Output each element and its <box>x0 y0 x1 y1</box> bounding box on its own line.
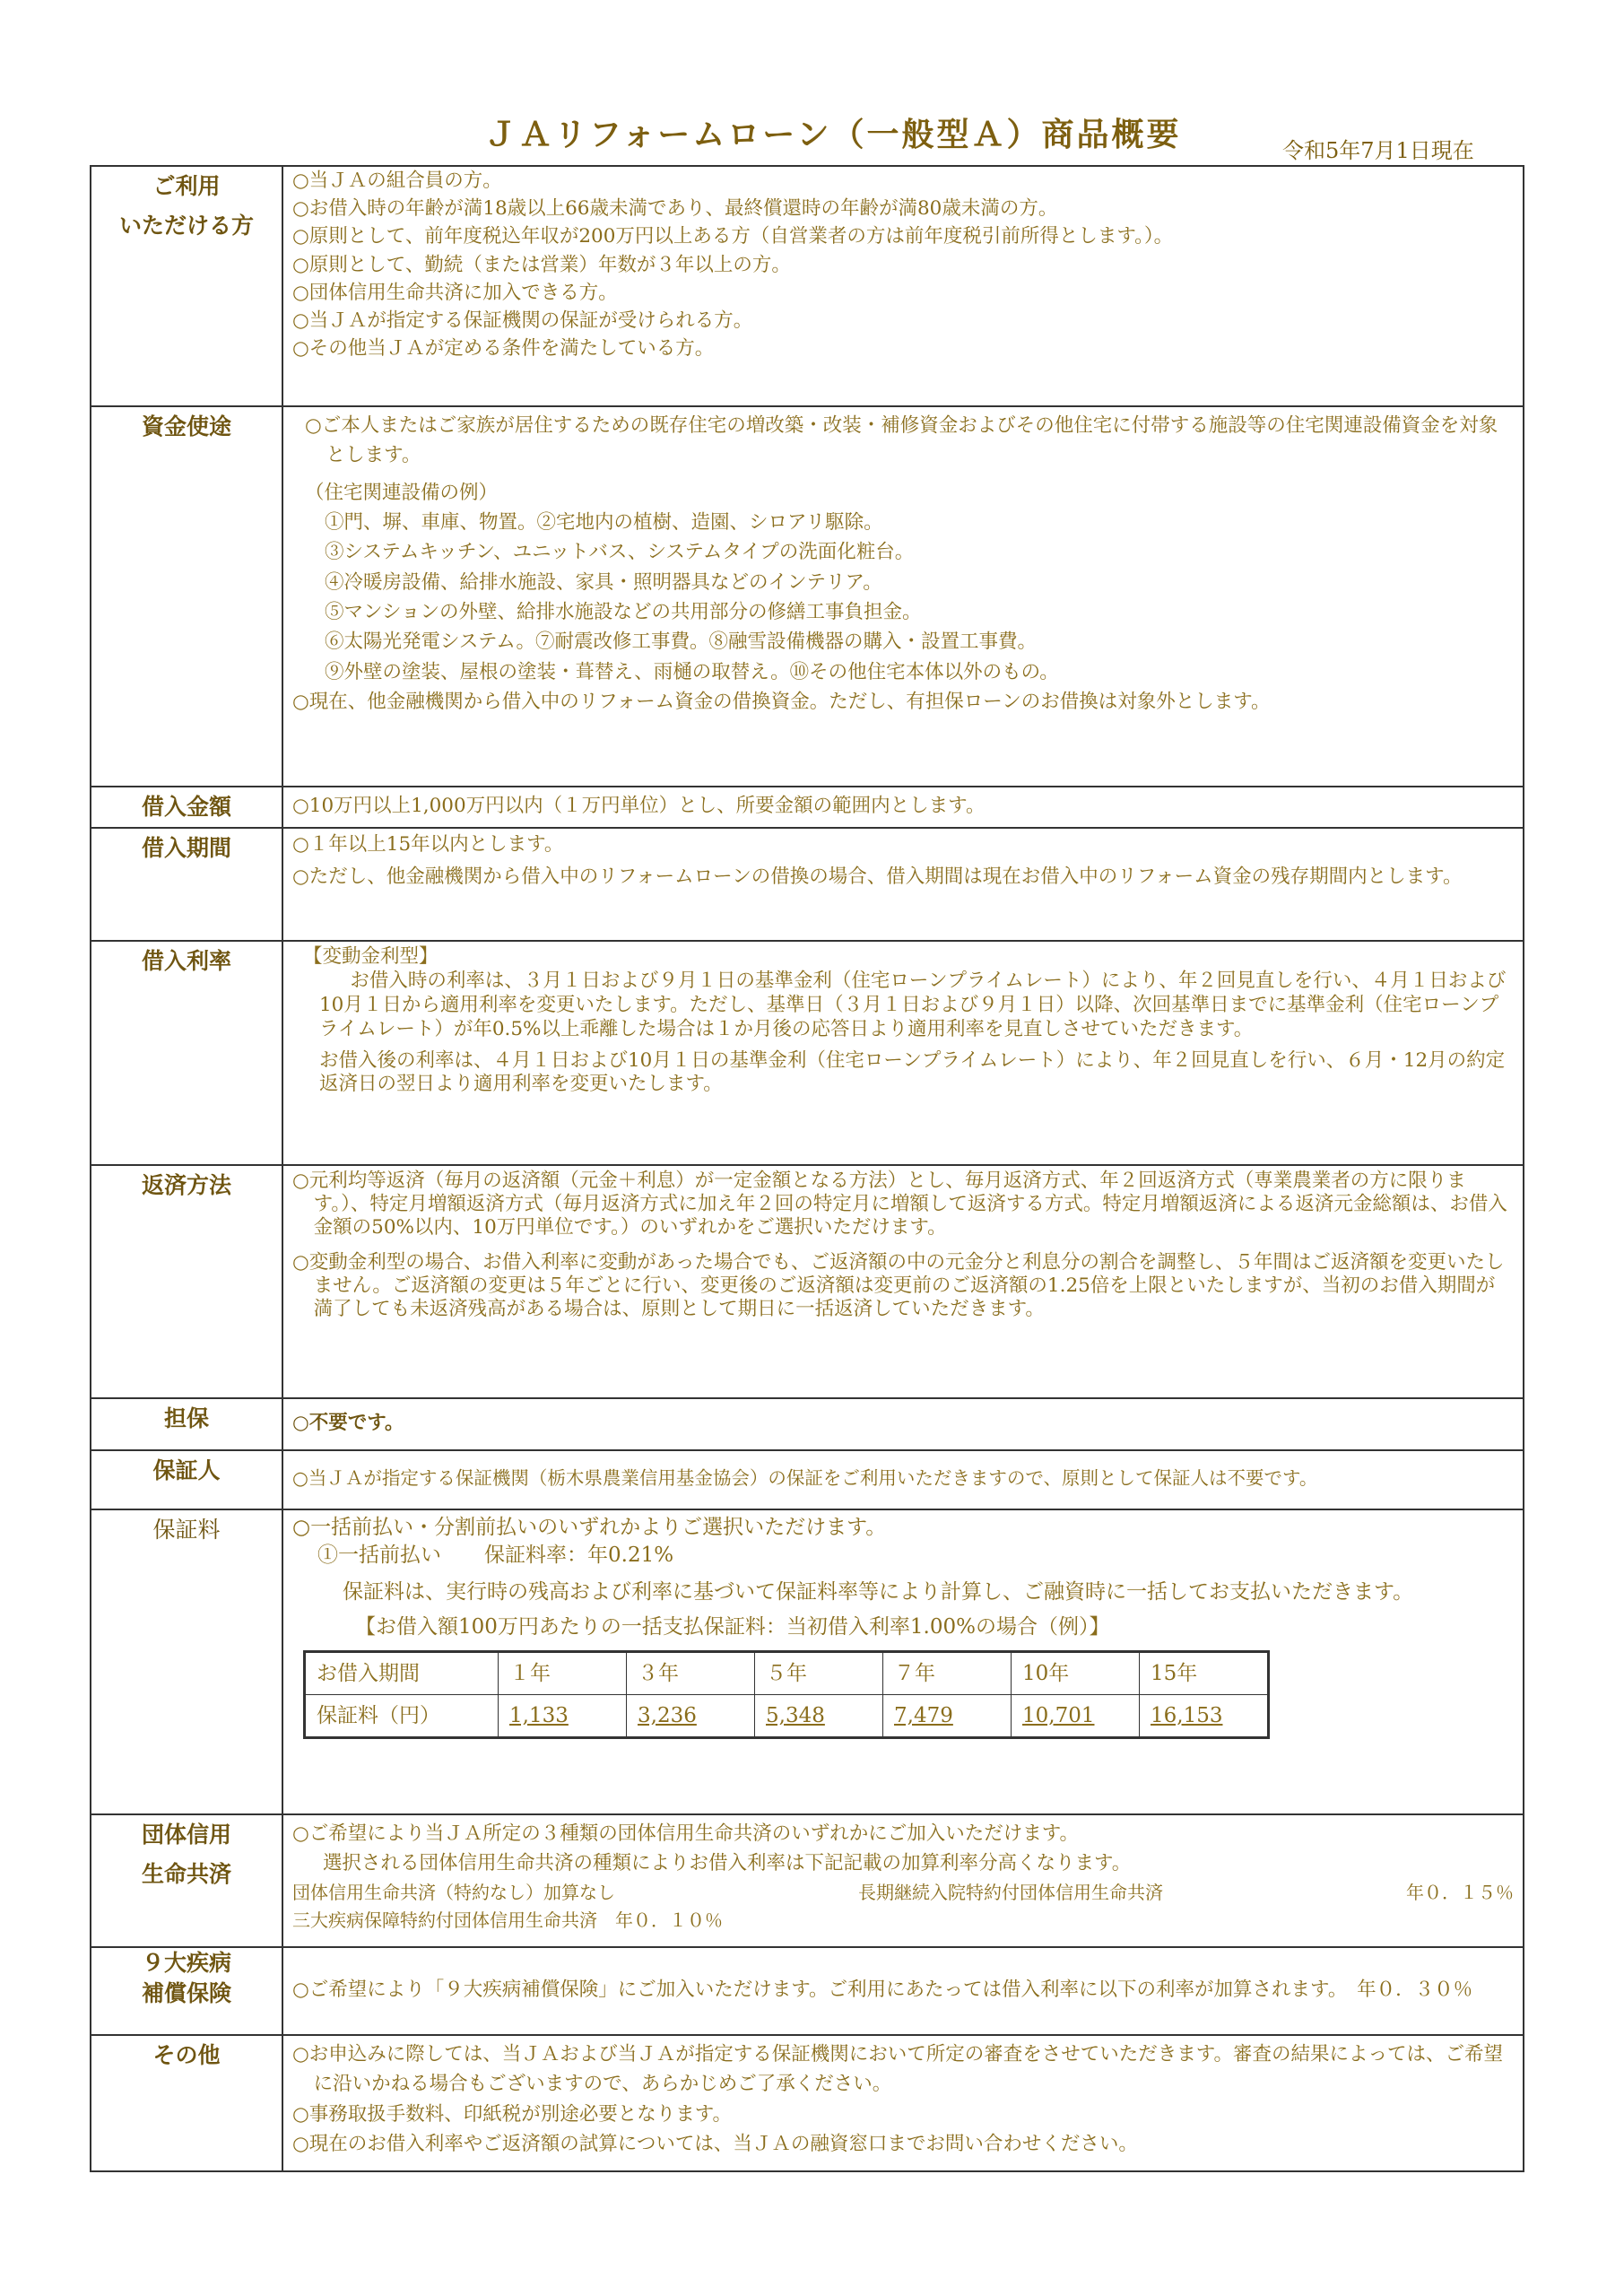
insurance-option-three-diseases: 三大疾病保障特約付団体信用生命共済 年０．１０％ <box>292 1909 723 1931</box>
list-item: ④冷暖房設備、給排水施設、家具・照明器具などのインテリア。 <box>325 570 882 594</box>
effective-date: 令和5年7月1日現在 <box>1282 138 1474 163</box>
collateral-content: ○不要です。 <box>282 1398 1524 1450</box>
page-title: ＪＡリフォームローン（一般型Ａ）商品概要 <box>484 116 1182 153</box>
rate-content <box>282 941 1524 1165</box>
other-content <box>282 2035 1524 2171</box>
product-summary-table <box>90 165 1524 2172</box>
table-cell: 10,701 <box>1012 1695 1140 1738</box>
table-header: 保証料（円） <box>305 1695 499 1738</box>
rate-paragraph-initial: お借入時の利率は、３月１日および９月１日の基準金利（住宅ローンプライムレート）により、年２回見直しを行い、４月１日および10月１日から適用利率を変更いたします。ただし、基準日（３月１日および９月１日）以降、次回基準日までに基準金利（住宅ローンプライムレート）が年0.5%以上乖離した場合は１か月後の応答日より適用利率を見直しさせていただきます。 <box>319 969 1507 1040</box>
insurance-content <box>282 1814 1524 1947</box>
insurance-option-long-stay: 長期継続入院特約付団体信用生命共済 <box>858 1881 1163 1903</box>
fee-option <box>292 1542 1514 1570</box>
guarantor-label: 保証人 <box>91 1450 282 1509</box>
collateral-row <box>91 1398 1524 1450</box>
list-item: ⑥太陽光発電システム。⑦耐震改修工事費。⑧融雪設備機器の購入・設置工事費。 <box>325 631 1037 654</box>
purpose-note: ○現在、他金融機関から借入中のリフォーム資金の借換資金。ただし、有担保ローンのお借換は対象外とします。 <box>292 690 1271 713</box>
table-cell: ５年 <box>755 1652 883 1695</box>
list-item: ○原則として、前年度税込年収が200万円以上ある方（自営業者の方は前年度税引前所得とします。）。 <box>292 225 1174 248</box>
amount-content: ○10万円以上1,000万円以内（１万円単位）とし、所要金額の範囲内とします。 <box>282 787 1524 828</box>
purpose-label: 資金使途 <box>91 406 282 787</box>
insurance-row <box>91 1814 1524 1947</box>
insurance-options <box>292 1879 1514 1907</box>
disease-row <box>91 1947 1524 2035</box>
list-item: ○その他当ＪＡが定める条件を満たしている方。 <box>292 337 715 361</box>
rate-row <box>91 941 1524 1165</box>
guarantor-row <box>91 1450 1524 1509</box>
fee-row <box>91 1509 1524 1814</box>
fee-content <box>282 1509 1524 1814</box>
table-cell: 10年 <box>1012 1652 1140 1695</box>
list-item: ○事務取扱手数料、印紙税が別途必要となります。 <box>292 2102 733 2126</box>
fee-label: 保証料 <box>91 1509 282 1814</box>
table-cell: 16,153 <box>1140 1695 1269 1738</box>
other-row <box>91 2035 1524 2171</box>
list-item: ①門、塀、車庫、物置。②宅地内の植樹、造園、シロアリ駆除。 <box>325 510 883 534</box>
eligibility-label: ご利用 いただける方 <box>91 166 282 406</box>
table-header: お借入期間 <box>305 1652 499 1695</box>
table-cell: １年 <box>499 1652 627 1695</box>
table-cell: 3,236 <box>627 1695 755 1738</box>
period-label: 借入期間 <box>91 828 282 941</box>
insurance-line: ○ご希望により当ＪＡ所定の３種類の団体信用生命共済のいずれかにご加入いただけます。 <box>292 1822 1080 1845</box>
collateral-label: 担保 <box>91 1398 282 1450</box>
list-item: ○現在のお借入利率やご返済額の試算については、当ＪＡの融資窓口までお問い合わせください。 <box>292 2132 1138 2155</box>
eligibility-row <box>91 166 1524 406</box>
list-item: ○原則として、勤続（または営業）年数が３年以上の方。 <box>292 253 791 276</box>
fee-table-title: 【お借入額100万円あたりの一括支払保証料：当初借入利率1.00%の場合（例）】 <box>355 1615 1110 1639</box>
repayment-content <box>282 1165 1524 1398</box>
fee-option-name: ①一括前払い <box>317 1544 441 1568</box>
list-item: ○団体信用生命共済に加入できる方。 <box>292 281 618 304</box>
insurance-line: 選択される団体信用生命共済の種類によりお借入利率は下記記載の加算利率分高くなります。 <box>323 1852 1132 1875</box>
list-item: ○元利均等返済（毎月の返済額（元金＋利息）が一定金額となる方法）とし、毎月返済方式、年２回返済方式（専業農業者の方に限ります。）、特定月増額返済方式（毎月返済方式に加え年２回の特定月に増額して返済する方式。特定月増額返済による返済元金総額は、お借入金額の50%以内、10万円単位です。）のいずれかをご選択いただけます。 <box>292 1170 1507 1239</box>
disease-label: ９大疾病 補償保険 <box>91 1947 282 2035</box>
guarantor-content: ○当ＪＡが指定する保証機関（栃木県農業信用基金協会）の保証をご利用いただきますので、原則として保証人は不要です。 <box>282 1450 1524 1509</box>
list-item: ○当ＪＡの組合員の方。 <box>292 170 502 192</box>
fee-table <box>303 1650 1270 1739</box>
rate-type: 【変動金利型】 <box>303 945 439 968</box>
table-row <box>305 1652 1269 1695</box>
list-item: ○変動金利型の場合、お借入利率に変動があった場合でも、ご返済額の中の元金分と利息分の割合を調整し、５年間はご返済額を変更いたしません。ご返済額の変更は５年ごとに行い、変更後のご返済額は変更前のご返済額の1.25倍を上限といたしますが、当初のお借入期間が満了しても未返済残高がある場合は、原則として期日に一括返済していただきます。 <box>292 1251 1505 1320</box>
purpose-content <box>282 406 1524 787</box>
fee-description: 保証料は、実行時の残高および利率に基づいて保証料率等により計算し、ご融資時に一括してお支払いただきます。 <box>343 1580 1414 1605</box>
eligibility-content <box>282 166 1524 406</box>
table-cell: 15年 <box>1140 1652 1269 1695</box>
purpose-row <box>91 406 1524 787</box>
other-label: その他 <box>91 2035 282 2171</box>
table-cell: ３年 <box>627 1652 755 1695</box>
table-row <box>305 1695 1269 1738</box>
insurance-option-none: 団体信用生命共済（特約なし）加算なし <box>292 1881 615 1903</box>
insurance-label: 団体信用 生命共済 <box>91 1814 282 1947</box>
purpose-example-title: （住宅関連設備の例） <box>305 481 499 504</box>
table-cell: 7,479 <box>883 1695 1012 1738</box>
list-item: ○当ＪＡが指定する保証機関の保証が受けられる方。 <box>292 309 753 332</box>
repayment-label: 返済方法 <box>91 1165 282 1398</box>
table-cell: 1,133 <box>499 1695 627 1738</box>
table-cell: ７年 <box>883 1652 1012 1695</box>
list-item: ⑨外壁の塗装、屋根の塗装・葺替え、雨樋の取替え。⑩その他住宅本体以外のもの。 <box>325 660 1059 683</box>
amount-label: 借入金額 <box>91 787 282 828</box>
list-item: ⑤マンションの外壁、給排水施設などの共用部分の修繕工事負担金。 <box>325 600 922 623</box>
purpose-intro: ○ご本人またはご家族が居住するための既存住宅の増改築・改装・補修資金およびその他住宅に付帯する施設等の住宅関連設備資金を対象とします。 <box>305 414 1498 467</box>
rate-paragraph-after: お借入後の利率は、４月１日および10月１日の基準金利（住宅ローンプライムレート）により、年２回見直しを行い、６月・12月の約定返済日の翌日より適用利率を変更いたします。 <box>319 1048 1506 1096</box>
rate-label: 借入利率 <box>91 941 282 1165</box>
insurance-option-long-stay-rate: 年０．１５％ <box>1406 1881 1514 1903</box>
fee-rate: 保証料率：年0.21% <box>484 1544 674 1568</box>
period-content <box>282 828 1524 941</box>
amount-row <box>91 787 1524 828</box>
period-row <box>91 828 1524 941</box>
repayment-row <box>91 1165 1524 1398</box>
disease-content: ○ご希望により「９大疾病補償保険」にご加入いただけます。ご利用にあたっては借入利率に以下の利率が加算されます。 年０．３０％ <box>282 1947 1524 2035</box>
list-item: ○お借入時の年齢が満18歳以上66歳未満であり、最終償還時の年齢が満80歳未満の方。 <box>292 197 1058 221</box>
table-cell: 5,348 <box>755 1695 883 1738</box>
list-item: ③システムキッチン、ユニットバス、システムタイプの洗面化粧台。 <box>325 541 915 564</box>
list-item: ○お申込みに際しては、当ＪＡおよび当ＪＡが指定する保証機関において所定の審査をさせていただきます。審査の結果によっては、ご希望に沿いかねる場合もございますので、あらかじめご了承ください。 <box>292 2043 1504 2096</box>
list-item: ○１年以上15年以内とします。 <box>292 833 564 856</box>
fee-intro: ○一括前払い・分割前払いのいずれかよりご選択いただけます。 <box>292 1516 887 1539</box>
list-item: ○ただし、他金融機関から借入中のリフォームローンの借換の場合、借入期間は現在お借入中のリフォーム資金の残存期間内とします。 <box>292 865 1463 888</box>
